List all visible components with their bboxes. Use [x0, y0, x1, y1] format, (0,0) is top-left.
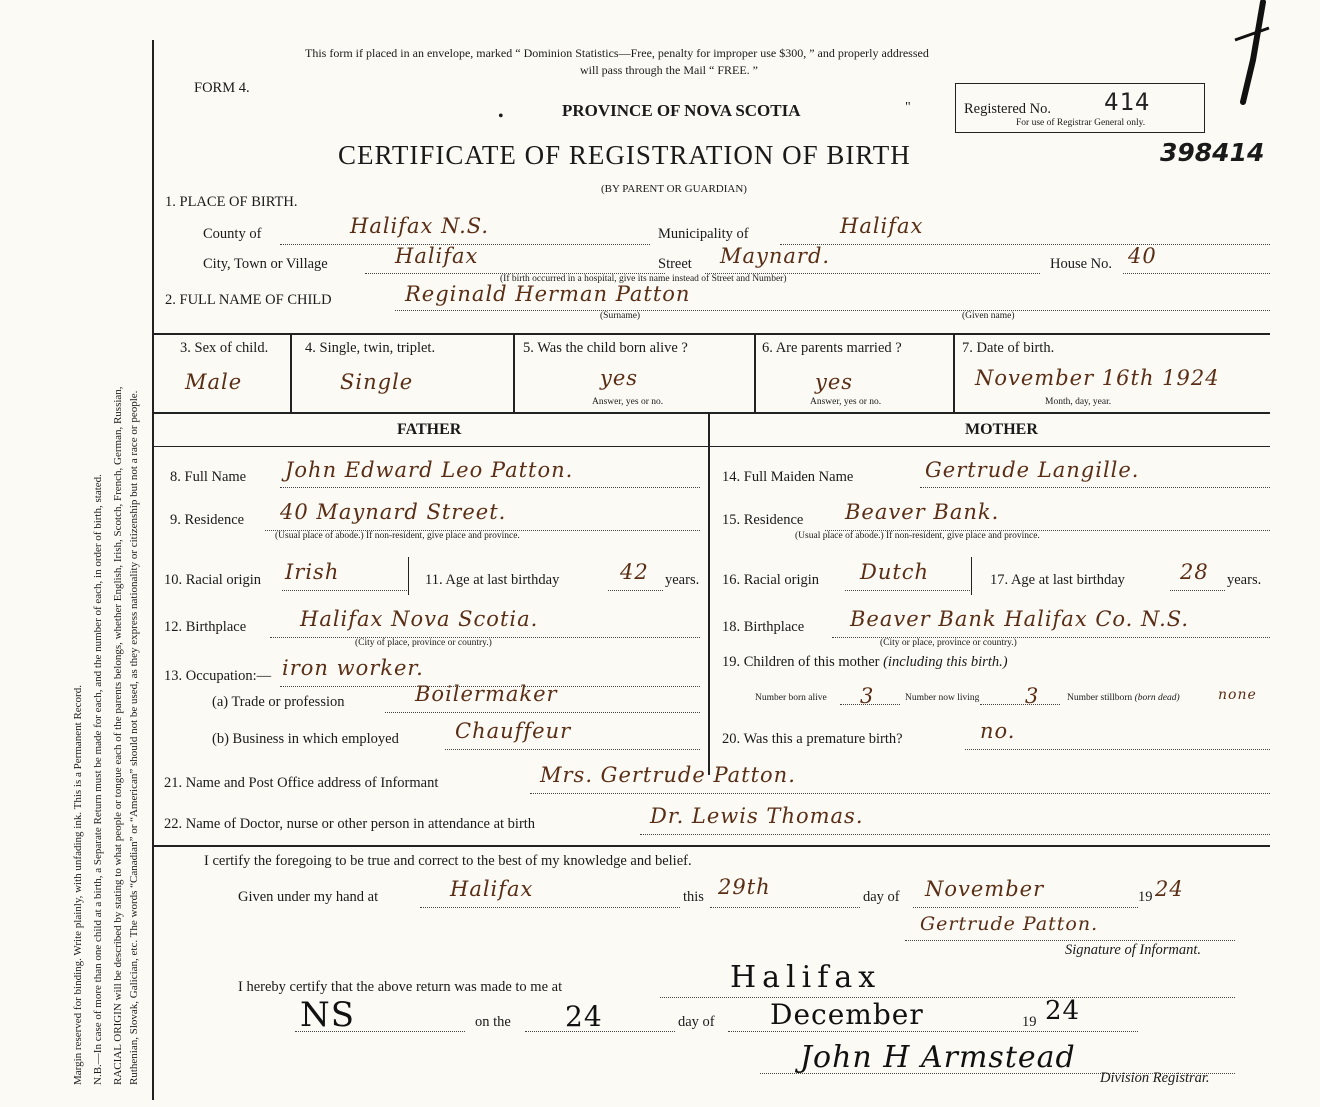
- mother-heading: MOTHER: [965, 421, 1038, 438]
- dob-value: November 16th 1924: [975, 366, 1220, 390]
- county-value: Halifax N.S.: [350, 214, 490, 238]
- mother-children-label: 19. Children of this mother (including this birth.): [722, 654, 1008, 670]
- margin-note-racial-origin: RACIAL ORIGIN will be described by stating to what people or tongue each of the parents belongs, whether English, Irish, Scotch, French, German, Russian,: [112, 386, 124, 1085]
- form-number: FORM 4.: [194, 80, 250, 96]
- place-of-birth-heading: 1. PLACE OF BIRTH.: [165, 194, 298, 210]
- divider-col-d: [953, 333, 955, 413]
- father-racial-value: Irish: [285, 560, 340, 584]
- parents-center-divider: [708, 413, 710, 775]
- margin-note-multiple-births: N.B.—In case of more than one child at a birth, a Separate Return must be made for each, and the number of each, in order of birth, stated.: [92, 474, 104, 1085]
- left-frame-line: [152, 40, 154, 1100]
- page-title: CERTIFICATE OF REGISTRATION OF BIRTH: [338, 140, 911, 170]
- day-of-label: day of: [863, 889, 900, 905]
- father-occupation-label: 13. Occupation:—: [164, 668, 272, 684]
- given-under-label: Given under my hand at: [238, 889, 379, 905]
- informant-signature: Gertrude Patton.: [920, 913, 1099, 935]
- father-age-label: 11. Age at last birthday: [425, 572, 560, 588]
- hospital-note: (If birth occurred in a hospital, give its name instead of Street and Number): [500, 274, 787, 284]
- margin-note-binding: Margin reserved for binding. Write plainly, with unfading ink. This is a Permanent Record.: [72, 685, 84, 1085]
- divider-col-c: [754, 333, 756, 413]
- divider-bottom: [152, 845, 1270, 847]
- municipality-value: Halifax: [840, 214, 924, 238]
- father-age-years: years.: [665, 572, 700, 588]
- father-name-value: John Edward Leo Patton.: [285, 458, 574, 482]
- divider-row3: [152, 412, 1270, 414]
- sex-value: Male: [185, 370, 243, 394]
- registrar-month-value: December: [770, 998, 924, 1031]
- mother-birthplace-label: 18. Birthplace: [722, 619, 805, 635]
- mother-racial-label: 16. Racial origin: [722, 572, 820, 588]
- mother-age-years: years.: [1227, 572, 1262, 588]
- mother-residence-label: 15. Residence: [722, 512, 804, 528]
- mother-birthplace-note: (City or place, province or country.): [880, 638, 1017, 648]
- registrar-on-the: on the: [475, 1014, 511, 1030]
- mailing-notice: This form if placed in an envelope, marked “ Dominion Statistics—Free, penalty for improper use $300, ” and properly addressed: [305, 46, 929, 60]
- born-alive-label: 5. Was the child born alive ?: [523, 340, 688, 356]
- mother-age-label: 17. Age at last birthday: [990, 572, 1125, 588]
- plurality-label: 4. Single, twin, triplet.: [305, 340, 436, 356]
- father-racial-label: 10. Racial origin: [164, 572, 262, 588]
- parents-married-value: yes: [815, 370, 854, 394]
- now-living-label: Number now living: [905, 693, 980, 703]
- born-alive-count-label: Number born alive: [755, 693, 827, 703]
- premature-label: 20. Was this a premature birth?: [722, 731, 903, 747]
- registrar-day-label: day of: [678, 1014, 715, 1030]
- given-place-value: Halifax: [450, 877, 534, 901]
- divider-col-b: [513, 333, 515, 413]
- father-trade-label: (a) Trade or profession: [212, 694, 345, 710]
- mother-children-note: (including this birth.): [883, 654, 1008, 670]
- father-residence-label: 9. Residence: [170, 512, 245, 528]
- house-label: House No.: [1050, 256, 1113, 272]
- given-name-note: (Given name): [962, 311, 1015, 321]
- registrar-only-note: For use of Registrar General only.: [1016, 118, 1146, 128]
- born-alive-count-value: 3: [860, 684, 875, 708]
- mother-age-value: 28: [1180, 560, 1209, 584]
- registrar-signature-label: Division Registrar.: [1100, 1070, 1210, 1086]
- child-name-value: Reginald Herman Patton: [405, 282, 691, 306]
- municipality-label: Municipality of: [658, 226, 749, 242]
- dob-note: Month, day, year.: [1045, 397, 1112, 407]
- mother-residence-note: (Usual place of abode.) If non-resident, give place and province.: [795, 531, 1040, 541]
- province-mark-left-icon: •: [498, 108, 504, 125]
- registrar-signature: John H Armstead: [800, 1040, 1076, 1075]
- city-label: City, Town or Village: [203, 256, 328, 272]
- child-name-label: 2. FULL NAME OF CHILD: [165, 292, 332, 308]
- county-label: County of: [203, 226, 262, 242]
- premature-value: no.: [980, 719, 1016, 743]
- father-age-value: 42: [620, 560, 649, 584]
- city-value: Halifax: [395, 244, 479, 268]
- informant-label: 21. Name and Post Office address of Informant: [164, 775, 439, 791]
- father-birthplace-value: Halifax Nova Scotia.: [300, 607, 539, 631]
- street-value: Maynard.: [720, 244, 831, 268]
- informant-value: Mrs. Gertrude Patton.: [540, 763, 796, 787]
- father-trade-value: Boilermaker: [415, 682, 558, 706]
- dob-label: 7. Date of birth.: [962, 340, 1055, 356]
- born-alive-note: Answer, yes or no.: [592, 397, 664, 407]
- certify-statement: I certify the foregoing to be true and correct to the best of my knowledge and belief.: [204, 853, 692, 869]
- surname-note: (Surname): [600, 311, 641, 321]
- given-day-value: 29th: [718, 875, 771, 899]
- mother-name-value: Gertrude Langille.: [925, 458, 1140, 482]
- stillborn-note: (born dead): [1134, 693, 1180, 703]
- divider-col-a: [290, 333, 292, 413]
- father-business-label: (b) Business in which employed: [212, 731, 399, 747]
- born-alive-value: yes: [600, 366, 639, 390]
- stamp-number: 398414: [1160, 138, 1265, 167]
- stillborn-value: none: [1218, 687, 1257, 703]
- mother-residence-value: Beaver Bank.: [845, 500, 1000, 524]
- given-month-value: November: [925, 877, 1045, 901]
- father-occupation-value: iron worker.: [282, 656, 424, 680]
- province-mark-right-icon: ": [905, 100, 911, 115]
- mother-racial-value: Dutch: [860, 560, 930, 584]
- doctor-label: 22. Name of Doctor, nurse or other person in attendance at birth: [164, 816, 536, 832]
- sex-label: 3. Sex of child.: [180, 340, 269, 356]
- this-label: this: [683, 889, 704, 905]
- father-heading: FATHER: [397, 421, 462, 438]
- page-subtitle: (BY PARENT OR GUARDIAN): [601, 183, 747, 195]
- registrar-statement: I hereby certify that the above return was made to me at: [238, 979, 563, 995]
- registrar-place-cont: NS: [300, 995, 356, 1035]
- stillborn-label: Number stillborn (born dead): [1067, 693, 1180, 703]
- province-heading: PROVINCE OF NOVA SCOTIA: [562, 101, 801, 120]
- registrar-year-prefix: 19: [1022, 1014, 1037, 1030]
- given-year-value: 24: [1155, 877, 1184, 901]
- father-business-value: Chauffeur: [455, 719, 572, 743]
- father-birthplace-label: 12. Birthplace: [164, 619, 247, 635]
- father-residence-value: 40 Maynard Street.: [280, 500, 507, 524]
- now-living-value: 3: [1025, 684, 1040, 708]
- mother-name-label: 14. Full Maiden Name: [722, 469, 854, 485]
- registrar-place-value: Halifax: [730, 960, 882, 995]
- parents-married-note: Answer, yes or no.: [810, 397, 882, 407]
- father-birthplace-note: (City of place, province or country.): [355, 638, 492, 648]
- registrar-year-value: 24: [1045, 996, 1081, 1026]
- registered-value: 414: [1104, 88, 1151, 116]
- registered-label: Registered No.: [964, 101, 1051, 117]
- given-year-prefix: 19: [1138, 889, 1153, 905]
- father-residence-note: (Usual place of abode.) If non-resident, give place and province.: [275, 531, 520, 541]
- mailing-notice-line2: will pass through the Mail “ FREE. ”: [580, 63, 758, 77]
- father-name-label: 8. Full Name: [170, 469, 247, 485]
- mother-birthplace-value: Beaver Bank Halifax Co. N.S.: [850, 607, 1190, 631]
- registrar-day-value: 24: [565, 1000, 603, 1033]
- informant-signature-label: Signature of Informant.: [1065, 942, 1202, 958]
- registered-box: [955, 83, 1205, 133]
- street-label: Street: [658, 256, 692, 272]
- parents-married-label: 6. Are parents married ?: [762, 340, 902, 356]
- ink-mark-icon: [1225, 0, 1275, 110]
- divider-top: [152, 333, 1270, 335]
- house-value: 40: [1128, 244, 1157, 268]
- plurality-value: Single: [340, 370, 414, 394]
- doctor-value: Dr. Lewis Thomas.: [650, 804, 864, 828]
- margin-note-racial-origin-cont: Ruthenian, Slovak, Galician, etc. The words “Canadian” or “American” should not be used, as they express nationality or citizenship but not a race or people.: [128, 390, 140, 1085]
